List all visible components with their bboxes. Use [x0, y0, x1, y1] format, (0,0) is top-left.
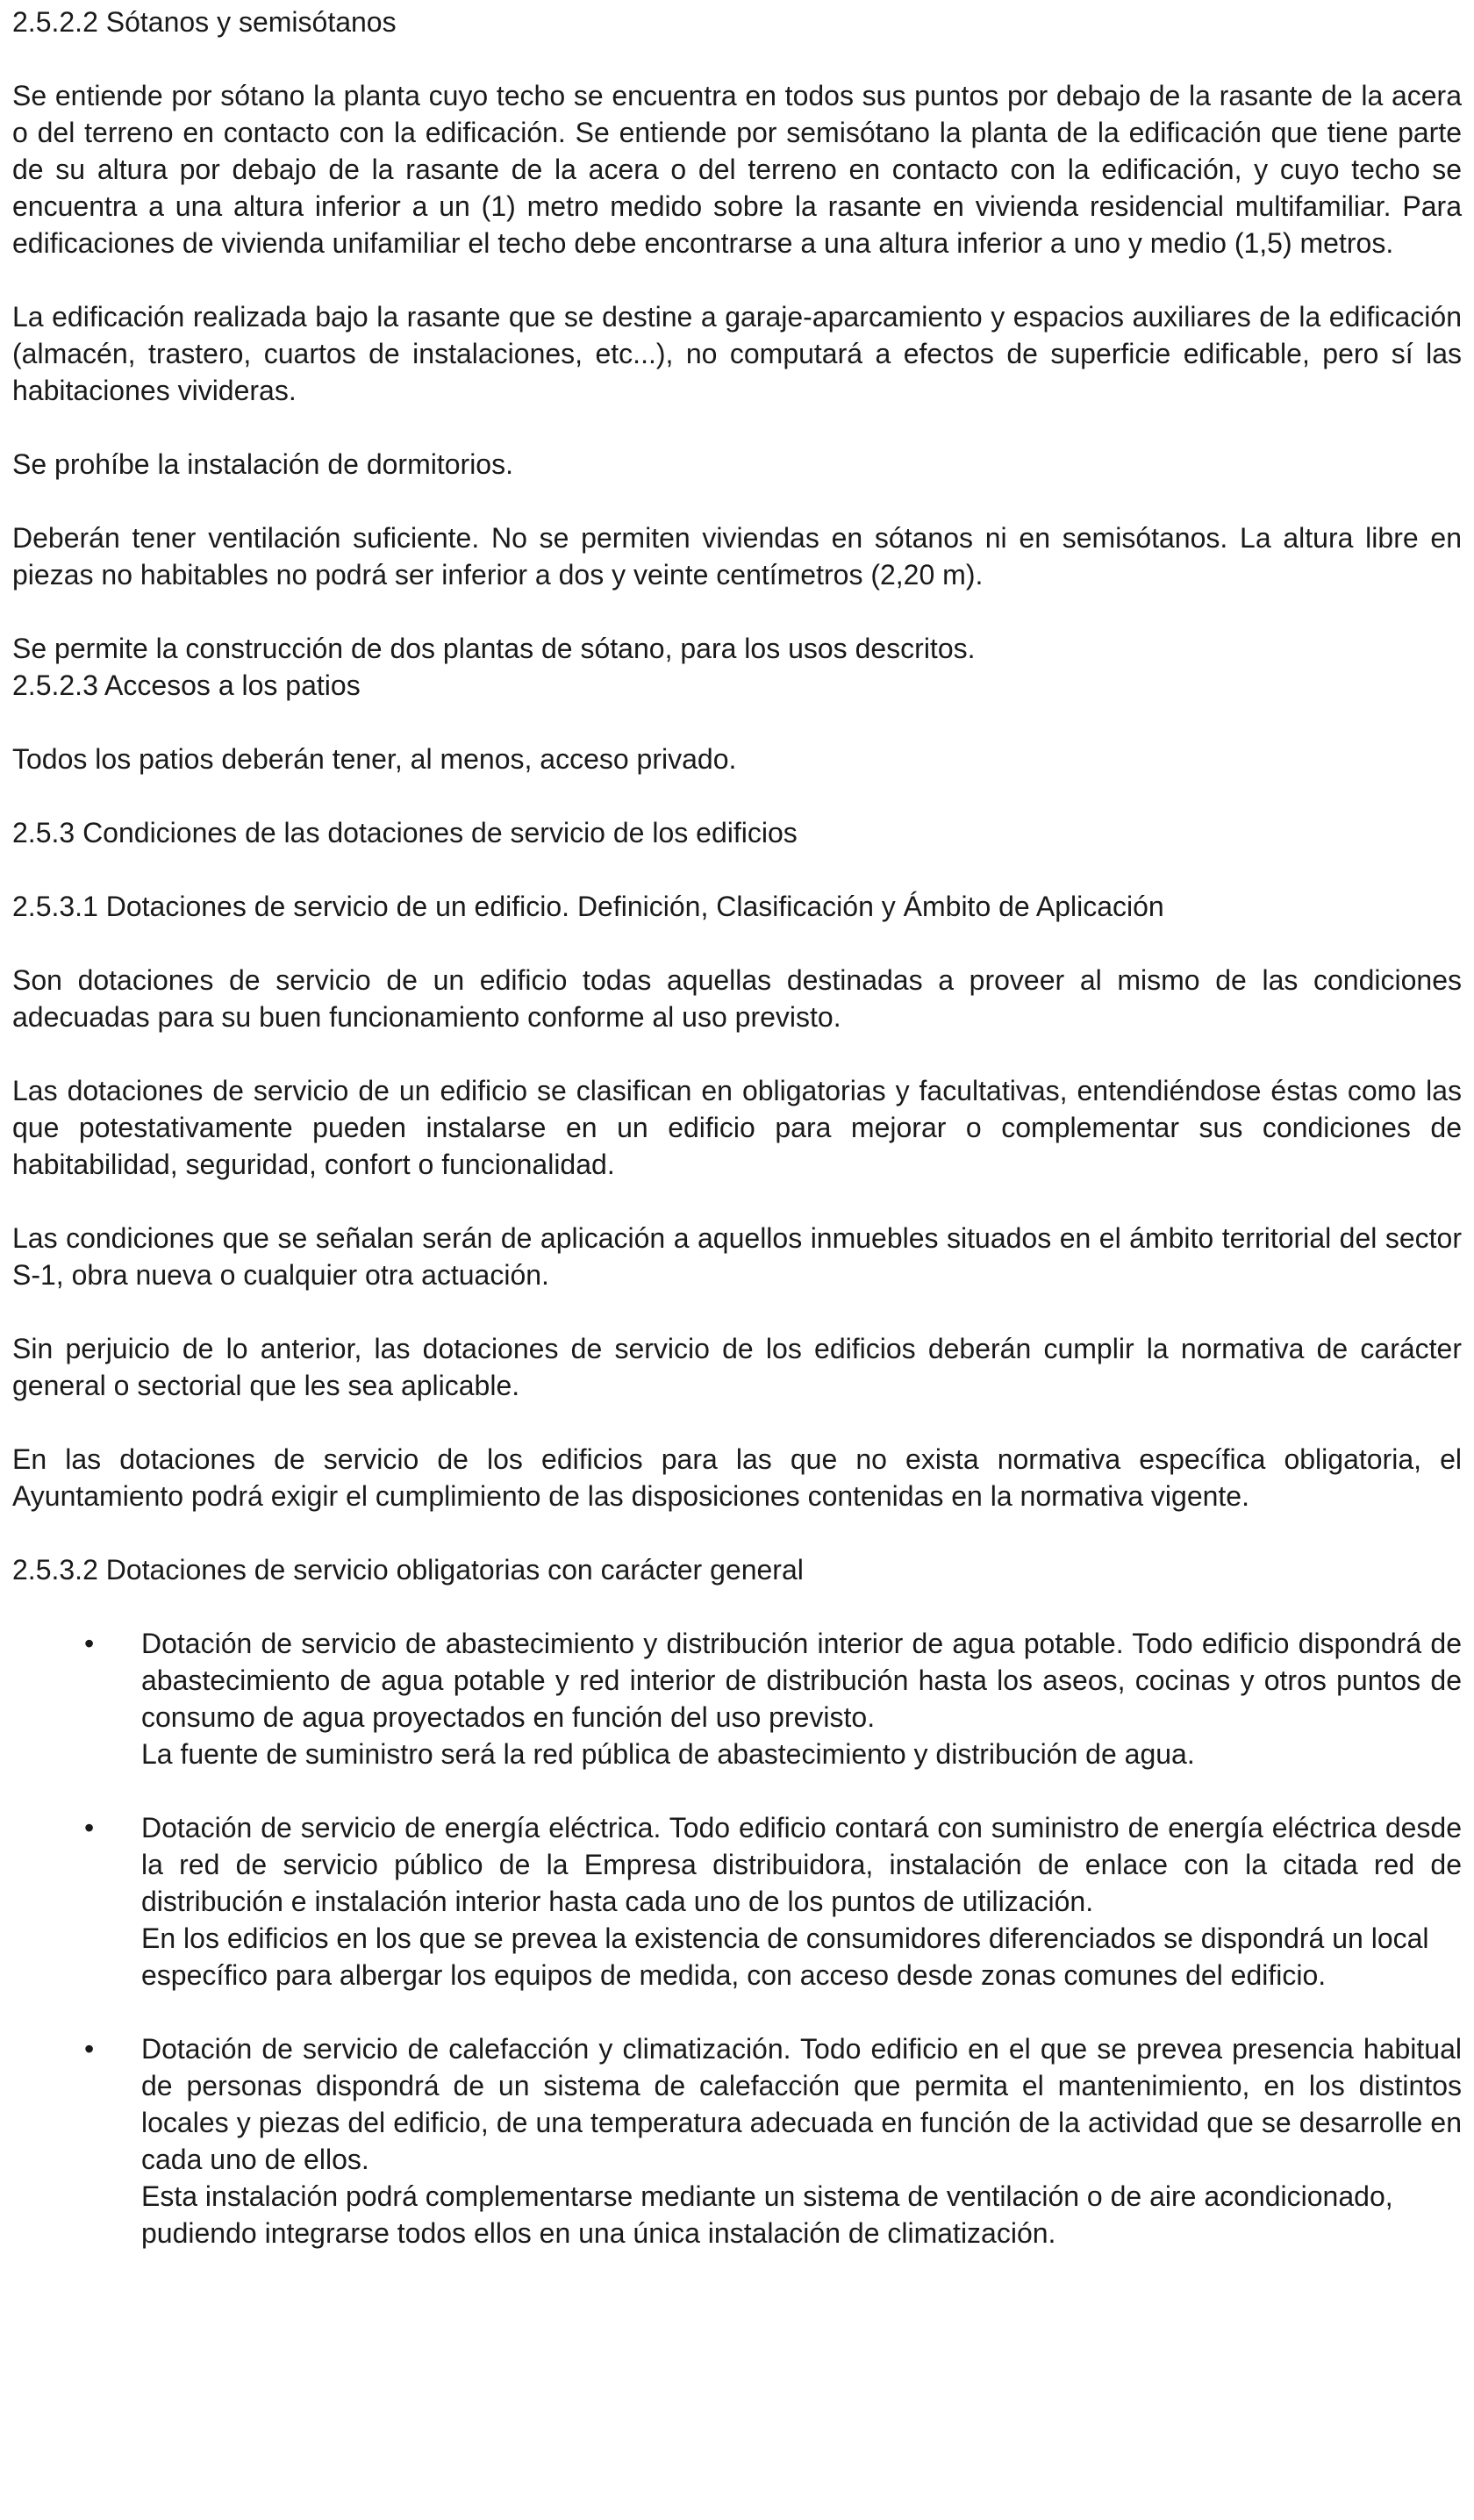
bullet-icon: • [84, 2033, 95, 2065]
section-heading-obligatorias: 2.5.3.2 Dotaciones de servicio obligatorias con carácter general [12, 1554, 804, 1586]
list-item-calefaccion [12, 2030, 1462, 2252]
bullet-icon: • [84, 1628, 95, 1659]
paragraph-son-dotaciones: Son dotaciones de servicio de un edificio todas aquellas destinadas a proveer al mismo de las condiciones adecuadas para su buen funcionamiento conforme al uso previsto. [12, 964, 1462, 1033]
paragraph-clasificacion: Las dotaciones de servicio de un edificio se clasifican en obligatorias y facultativas, entendiéndose éstas como las que potestativamente pueden instalarse en un edificio para mejorar o complementar sus condiciones de habitabilidad, seguridad, confort o funcionalidad. [12, 1075, 1462, 1180]
list-item-agua [12, 1625, 1462, 1772]
paragraph-patios: Todos los patios deberán tener, al menos, acceso privado. [12, 743, 737, 775]
section-heading-sotanos: 2.5.2.2 Sótanos y semisótanos [12, 6, 397, 38]
list-item-extra-text: En los edificios en los que se prevea la existencia de consumidores diferenciados se dispondrá un local específico para albergar los equipos de medida, con acceso desde zonas comunes del edificio. [141, 1922, 1429, 1991]
bullet-list-dotaciones [12, 1625, 1462, 2252]
list-item-extra-text: Esta instalación podrá complementarse mediante un sistema de ventilación o de aire acondicionado, pudiendo integrarse todos ellos en una única instalación de climatización. [141, 2180, 1393, 2249]
list-item-main-text: Dotación de servicio de energía eléctrica. Todo edificio contará con suministro de energía eléctrica desde la red de servicio público de la Empresa distribuidora, instalación de enlace con la citada red de distribución e instalación interior hasta cada uno de los puntos de utilización. [141, 1812, 1462, 1917]
bullet-icon: • [84, 1812, 95, 1843]
section-heading-accesos: 2.5.2.3 Accesos a los patios [12, 669, 361, 701]
list-item-energia [12, 1809, 1462, 1994]
paragraph-plantas-sotano: Se permite la construcción de dos plantas de sótano, para los usos descritos. [12, 633, 976, 664]
paragraph-dormitorios: Se prohíbe la instalación de dormitorios. [12, 448, 513, 480]
section-heading-definicion: 2.5.3.1 Dotaciones de servicio de un edificio. Definición, Clasificación y Ámbito de Aplicación [12, 891, 1164, 922]
paragraph-normativa-general: Sin perjuicio de lo anterior, las dotaciones de servicio de los edificios deberán cumplir la normativa de carácter general o sectorial que les sea aplicable. [12, 1333, 1462, 1401]
section-heading-condiciones: 2.5.3 Condiciones de las dotaciones de servicio de los edificios [12, 817, 798, 848]
paragraph-ventilacion: Deberán tener ventilación suficiente. No se permiten viviendas en sótanos ni en semisótanos. La altura libre en piezas no habitables no podrá ser inferior a dos y veinte centímetros (2,20 m). [12, 522, 1462, 591]
list-item-main-text: Dotación de servicio de abastecimiento y distribución interior de agua potable. Todo edificio dispondrá de abastecimiento de agua potable y red interior de distribución hasta los aseos, cocinas y otros puntos de consumo de agua proyectados en función del uso previsto. [141, 1628, 1462, 1733]
list-item-extra-text: La fuente de suministro será la red pública de abastecimiento y distribución de agua. [141, 1738, 1195, 1770]
paragraph-ayuntamiento: En las dotaciones de servicio de los edificios para las que no exista normativa específica obligatoria, el Ayuntamiento podrá exigir el cumplimiento de las disposiciones contenidas en la normativa vigente. [12, 1443, 1462, 1512]
paragraph-ambito: Las condiciones que se señalan serán de aplicación a aquellos inmuebles situados en el ámbito territorial del sector S-1, obra nueva o cualquier otra actuación. [12, 1222, 1462, 1291]
list-item-main-text: Dotación de servicio de calefacción y climatización. Todo edificio en el que se prevea presencia habitual de personas dispondrá de un sistema de calefacción que permita el mantenimiento, en los distintos locales y piezas del edificio, de una temperatura adecuada en función de la actividad que se desarrolle en cada uno de ellos. [141, 2033, 1462, 2175]
paragraph-definition-sotano: Se entiende por sótano la planta cuyo techo se encuentra en todos sus puntos por debajo de la rasante de la acera o del terreno en contacto con la edificación. Se entiende por semisótano la planta de la edificación que tiene parte de su altura por debajo de la rasante de la acera o del terreno en contacto con la edificación, y cuyo techo se encuentra a una altura inferior a un (1) metro medido sobre la rasante en vivienda residencial multifamiliar. Para edificaciones de vivienda unifamiliar el techo debe encontrarse a una altura inferior a uno y medio (1,5) metros. [12, 80, 1462, 259]
paragraph-bajo-rasante: La edificación realizada bajo la rasante que se destine a garaje-aparcamiento y espacios auxiliares de la edificación (almacén, trastero, cuartos de instalaciones, etc...), no computará a efectos de superficie edificable, pero sí las habitaciones vivideras. [12, 301, 1462, 406]
